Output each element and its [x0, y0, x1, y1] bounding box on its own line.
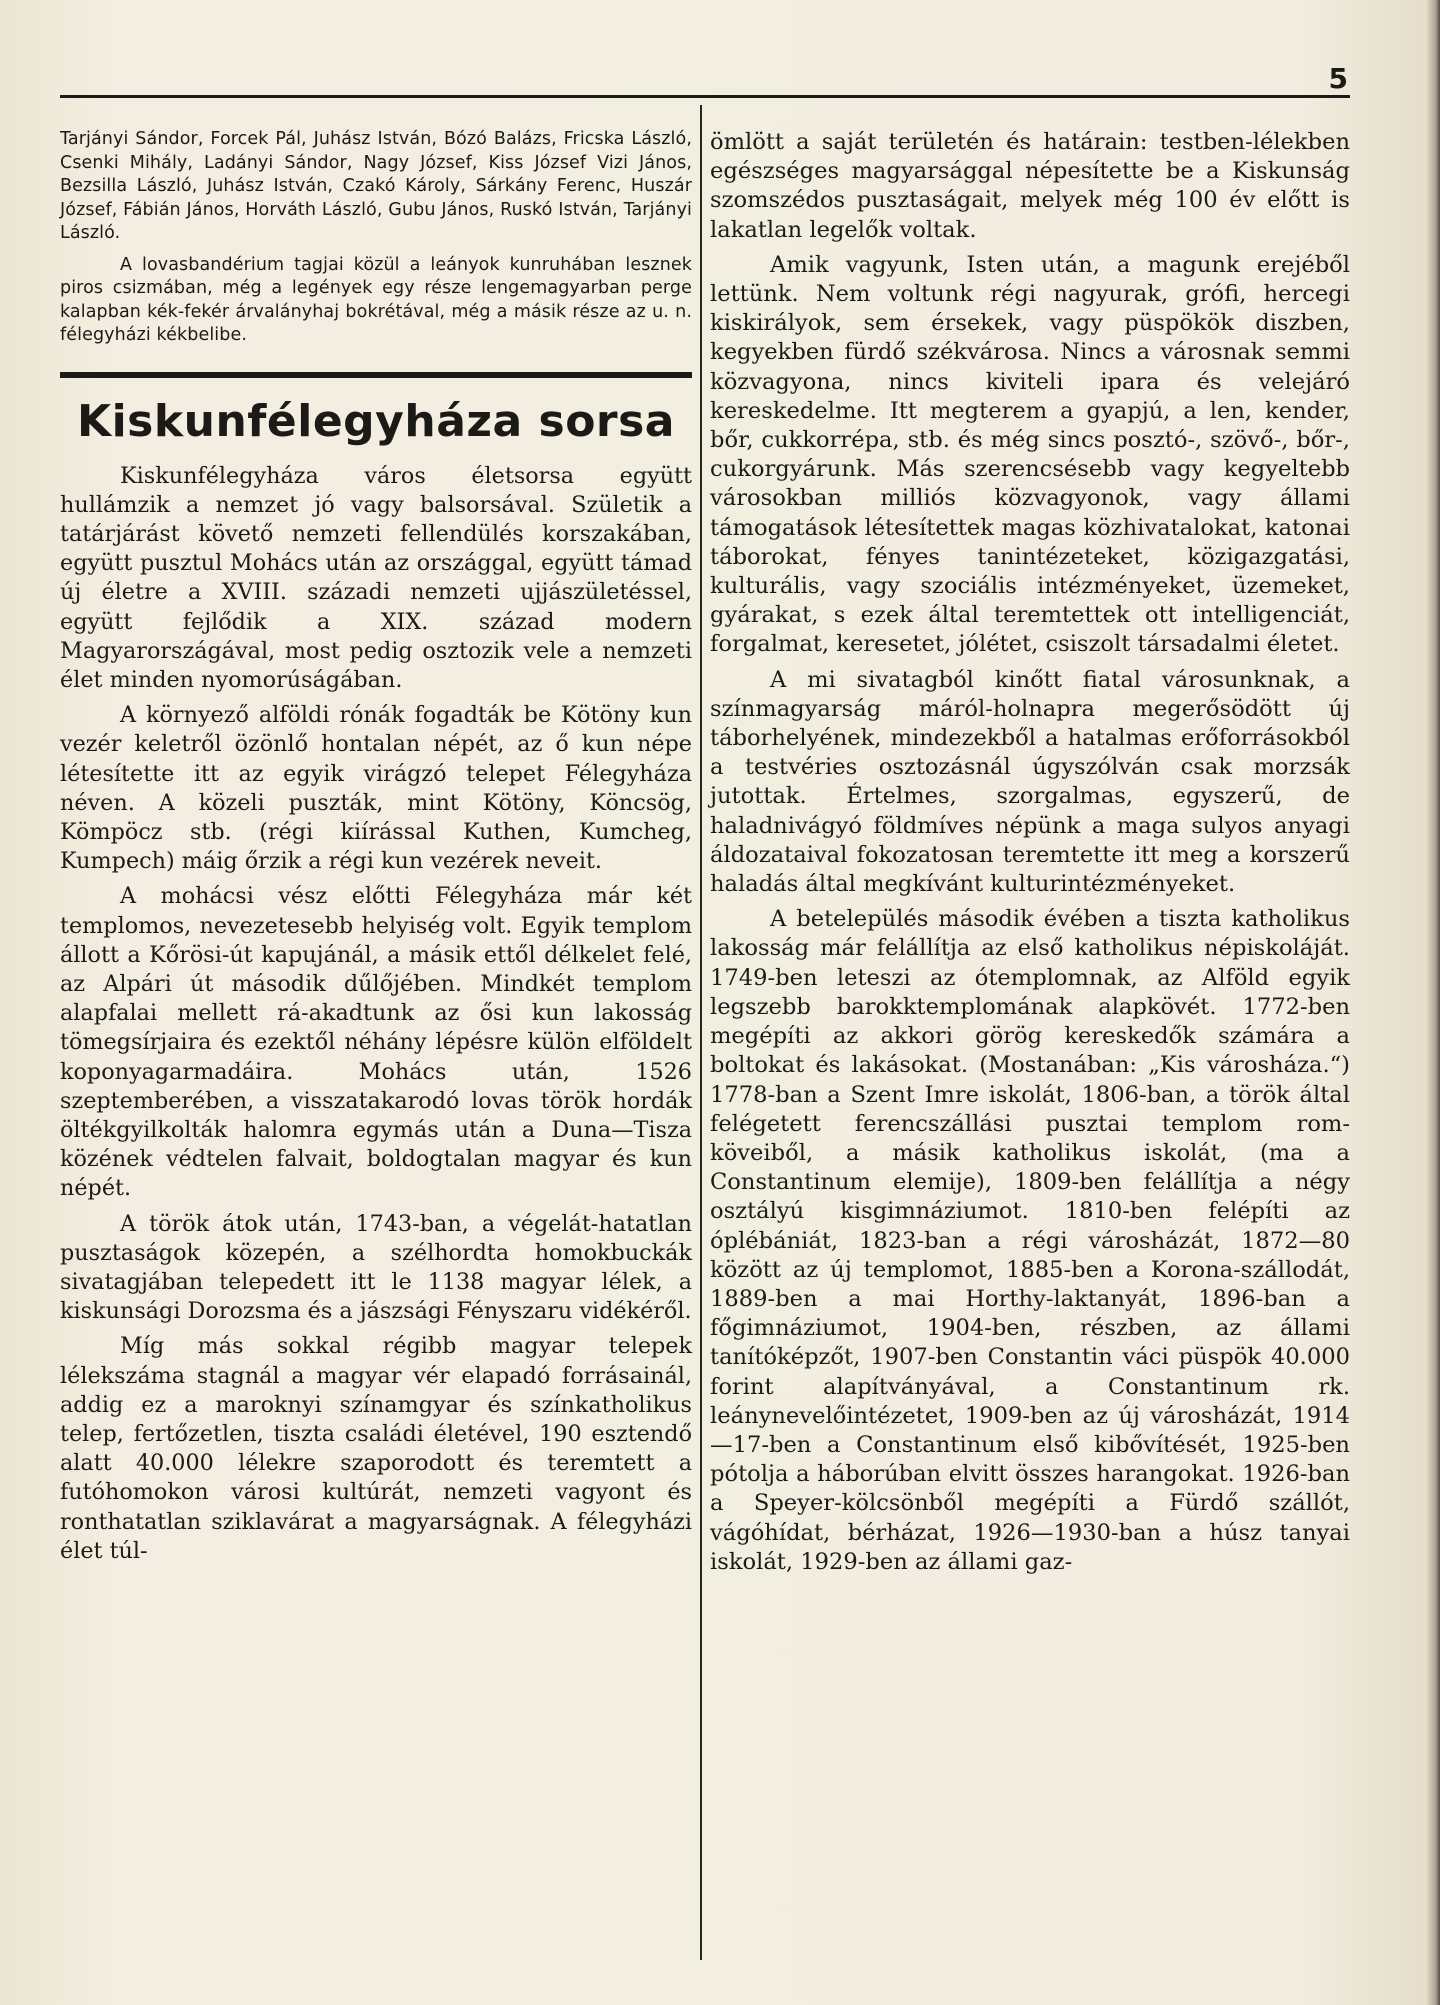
column-divider — [700, 105, 702, 1960]
article-paragraph: A mohácsi vész előtti Félegyháza már két templomos, nevezetesebb helyiség volt. Egyik templom állott a Kőrösi-út kapujánál, a másik ettől délkelet felé, az Alpári út második dűlőjében. Mindkét templom alapfalai mellett rá-akadtunk az ősi kun lakosság tömegsírjaira és ezektől néhány lépésre külön elföldelt koponyagarmadáira. Mohács után, 1526 szeptemberében, a visszatakarodó lovas török hordák öltékgyilkolták halomra egymás után a Duna—Tisza közének védtelen falvait, boldogtalan magyar és kun népét. — [60, 883, 692, 1202]
article-headline: Kiskunfélegyháza sorsa — [77, 395, 675, 447]
article-paragraph: ömlött a saját területén és határain: testben-lélekben egészséges magyarsággal népesítette be a Kiskunság szomszédos pusztaságait, melyek még 100 év előtt is lakatlan legelők voltak. — [710, 129, 1350, 243]
top-rule — [60, 95, 1350, 98]
article-paragraph: A török átok után, 1743-ban, a végelát-hatatlan pusztaságok közepén, a szélhordta homokbuckák sivatagjában telepedett itt le 1138 magyar lélek, a kiskunsági Dorozsma és a jászsági Fényszaru vidékéről. — [60, 1210, 692, 1325]
page-edge-shadow — [1426, 0, 1440, 2005]
article-paragraph: Amik vagyunk, Isten után, a magunk erejéből lettünk. Nem voltunk régi nagyurak, grófi, hercegi kiskirályok, sem érsekek, vagy püspökök diszben, kegyekben fürdő székvárosa. Nincs a városnak semmi közvagyona, nincs kiviteli ipara és velejáró kereskedelme. Itt megterem a gyapjú, a len, kender, bőr, cukkorrépa, stb. és még sincs posztó-, szövő-, bőr-, cukorgyárunk. Más szerencsésebb vagy kegyeltebb városokban milliós közvagyonok, vagy állami támogatások létesítettek magas közhivatalokat, katonai táborokat, fényes tanintézeteket, közigazgatási, kulturális, vagy szociális intézményeket, üzemeket, gyárakat, s ezek által teremtettek ott intelligenciát, forgalmat, keresetet, jólétet, csiszolt társadalmi életet. — [710, 251, 1350, 658]
banderium-paragraph: A lovasbandérium tagjai közül a leányok kunruhában lesznek piros csizmában, még a legények egy része lengemagyarban perge kalapban kék-fekér árvalányhaj bokrétával, még a másik része az u. n. félegyházi kékbelibe. — [60, 254, 692, 345]
left-column — [60, 128, 692, 1566]
article-paragraph: A környező alföldi rónák fogadták be Kötöny kun vezér keletről özönlő hontalan népét, az ő kun népe létesítette itt az egyik virágzó telepet Félegyháza néven. A közeli puszták, mint Kötöny, Köncsög, Kömpöcz stb. (régi kiírással Kuthen, Kumcheg, Kumpech) máig őrzik a régi kun vezérek neveit. — [60, 702, 692, 875]
names-paragraph: Tarjányi Sándor, Forcek Pál, Juhász István, Bózó Balázs, Fricska László, Csenki Mihály, Ladányi Sándor, Nagy József, Kiss József Vizi János, Bezsilla László, Juhász István, Czakó Károly, Sárkány Ferenc, Huszár József, Fábián János, Horváth László, Gubu János, Ruskó István, Tarjányi László. — [60, 129, 692, 243]
article-paragraph: Kiskunfélegyháza város életsorsa együtt hullámzik a nemzet jó vagy balsorsával. Születik a tatárjárást követő nemzeti fellendülés korszakában, együtt pusztul Mohács után az országgal, együtt támad új életre a XVIII. századi nemzeti ujjászületéssel, együtt fejlődik a XIX. század modern Magyarországával, most pedig osztozik vele a nemzeti élet minden nyomorúságában. — [60, 462, 692, 693]
article-paragraph: A mi sivatagból kinőtt fiatal városunknak, a színmagyarság máról-holnapra megerősödött új táborhelyének, mindezekből a hatalmas erőforrásokból a testvéries osztozásnál úgyszólván csak morzsák jutottak. Értelmes, szorgalmas, egyszerű, de haladnivágyó földmíves népünk a maga sulyos anyagi áldozataival fokozatosan teremtette itt meg a korszerű haladás által megkívánt kulturintézményeket. — [710, 666, 1350, 898]
right-column — [710, 128, 1350, 1577]
page-number: 5 — [1328, 62, 1348, 95]
section-divider — [60, 372, 692, 378]
article-paragraph: A betelepülés második évében a tiszta katholikus lakosság már felállítja az első katholikus népiskoláját. 1749-ben leteszi az ótemplomnak, az Alföld egyik legszebb barokktemplomának alapkövét. 1772-ben megépíti az akkori görög kereskedők számára a boltokat és lakásokat. (Mostanában: „Kis városháza.“) 1778-ban a Szent Imre iskolát, 1806-ban, a török által felégetett ferencszállási pusztai templom rom- köveiből, a másik katholikus iskolát, (ma a Constantinum elemije), 1809-ben felállítja a négy osztályú kisgimnáziumot. 1810-ben felépíti az óplébániát, 1823-ban a régi városházát, 1872—80 között az új templomot, 1885-ben a Korona-szállodát, 1889-ben a mai Horthy-laktanyát, 1896-ban a főgimnáziumot, 1904-ben, részben, az állami tanítóképzőt, 1907-ben Constantin váci püspök 40.000 forint alapítványával, a Constantinum rk. leánynevelőintézetet, 1909-ben az új városházát, 1914—17-ben a Constantinum első kibővítését, 1925-ben pótolja a háborúban elvitt összes harangokat. 1926-ban a Speyer-kölcsönből megépíti a Fürdő szállót, vágóhídat, bérházat, 1926—1930-ban a húsz tanyai iskolát, 1929-ben az állami gaz- — [710, 906, 1350, 1575]
article-paragraph: Míg más sokkal régibb magyar telepek lélekszáma stagnál a magyar vér elapadó forrásainál, addig ez a maroknyi színamgyar és színkatholikus telep, fertőzetlen, tiszta családi életével, 190 esztendő alatt 40.000 lélekre szaporodott és teremtett a futóhomokon városi kultúrát, nemzeti vagyont és ronthatatlan sziklavárat a magyarságnak. A félegyházi élet túl- — [60, 1333, 692, 1564]
